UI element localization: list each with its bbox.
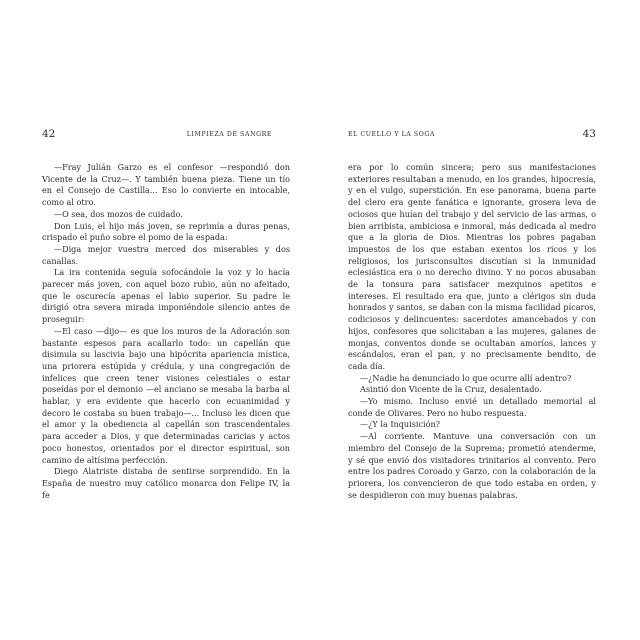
paragraph: —Yo mismo. Incluso envié un detallado memorial al conde de Olivares. Pero no hubo respuesta.: [348, 396, 596, 418]
paragraph: —Fray Julián Garzo es el confesor —respondió don Vicente de la Cruz—. Y también buena pieza. Tiene un tío en el Consejo de Castilla... Eso lo convierte en intocable, como al otro.: [42, 162, 290, 208]
paragraph: —El caso —dijo— es que los muros de la Adoración son bastante espesos para acallarlo todo: un capellán que disimula su lascivia bajo una hipócrita apariencia mística, una priorera estúpida y crédula, y una congregación de infelices que creen tener visiones celestiales o estar poseídas por el demonio —el anciano se mesaba la barba al hablar, y era evidente que hacerlo con ecuanimidad y decoro le costaba su buen trabajo—... Incluso les dicen que el amor y la obediencia al capellán son trascendentales para acceder a Dios, y que determinadas caricias y actos poco honestos, orientados por el director espiritual, son camino de altísima perfección.: [42, 325, 290, 465]
right-page: [348, 128, 596, 501]
left-body-text: [42, 162, 290, 501]
paragraph: —Diga mejor vuestra merced dos miserables y dos canallas.: [42, 243, 290, 266]
right-running-title: EL CUELLO Y LA SOGA: [348, 131, 436, 138]
right-body-text: [348, 162, 596, 501]
paragraph: Don Luis, el hijo más joven, se reprimía a duras penas, crispado el puño sobre el pomo de la espada:: [42, 220, 290, 243]
paragraph: —¿Y la Inquisición?: [360, 419, 441, 430]
left-page: [42, 128, 290, 501]
paragraph: Asintió don Vicente de la Cruz, desalentado.: [360, 384, 542, 395]
left-running-head: [42, 128, 290, 146]
right-running-head: [348, 128, 596, 146]
paragraph: La ira contenida seguía sofocándole la voz y lo hacía parecer más joven, con aquel bozo rubio, aún no afeitado, que le oscurecía apenas el labio superior. Su padre le dirigió otra severa mirada imponiéndole silencio antes de proseguir:: [42, 267, 290, 325]
paragraph: era por lo común sincera; pero sus manifestaciones exteriores resultaban a menudo, en los grandes, hipocresía, y en el vulgo, superstición. En ese panorama, buena parte del clero era gente fanática e ignorante, grosera leva de ociosos que huían del trabajo y del servicio de las armas, o bien arribista, ambiciosa e inmoral, más dedicada al medro que a la gloria de Dios. Mientras los pobres pagaban impuestos de los que estaban exentos los ricos y los religiosos, los jurisconsultos discutían si la inmunidad eclesiástica era o no derecho divino. Y no pocos abusaban de la tonsura para satisfacer mezquinos apetitos e intereses. El resultado era que, junto a clérigos sin duda honrados y santos, se daban con la misma facilidad pícaros, codiciosos y delincuentes: sacerdotes amancebados y con hijos, confesores que solicitaban a las mujeres, galanes de monjas, conventos donde se ocultaban amoríos, lances y escándalos, eran el pan, y no precisamente bendito, de cada día.: [348, 162, 596, 371]
left-running-title: LIMPIEZA DE SANGRE: [186, 131, 272, 138]
paragraph: —Al corriente. Mantuve una conversación con un miembro del Consejo de la Suprema; prometió atenderme, y sé que envió dos visitadores trinitarios al convento. Pero entre los padres Coroado y Garzo, con la colaboración de la priorera, los convencieron de que todo estaba en orden, y se despidieron con muy buenas palabras.: [348, 431, 596, 500]
right-page-number: 43: [582, 128, 596, 140]
paragraph: —¿Nadie ha denunciado lo que ocurre allí adentro?: [360, 372, 572, 383]
left-page-number: 42: [42, 128, 56, 140]
paragraph: —O sea, dos mozos de cuidado.: [54, 208, 183, 219]
paragraph: Diego Alatriste distaba de sentirse sorprendido. En la España de nuestro muy católico monarca don Felipe IV, la fe: [42, 466, 290, 500]
